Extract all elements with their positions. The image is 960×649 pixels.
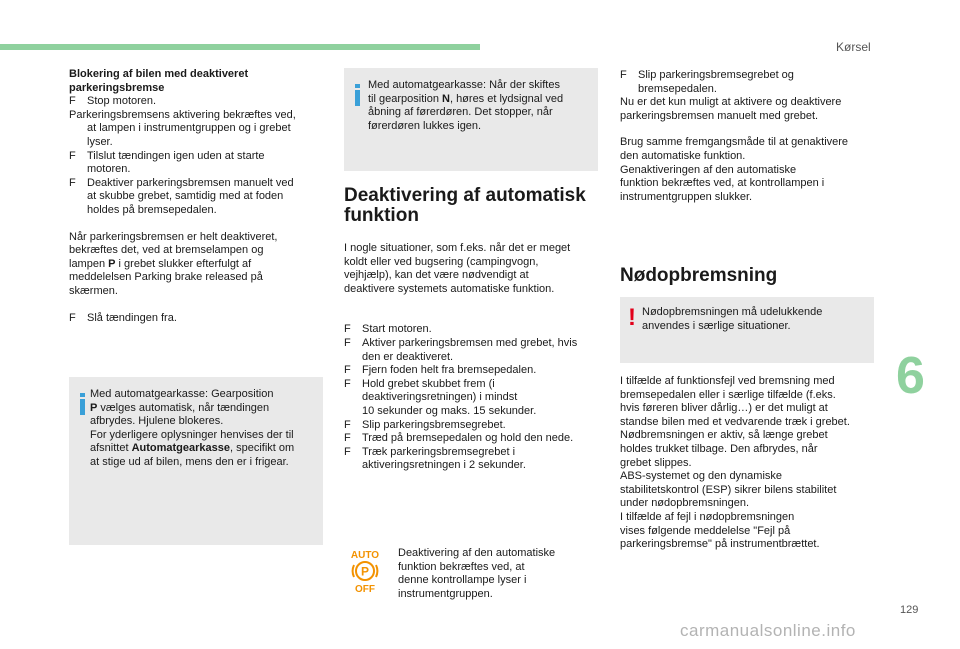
info-note: Med automatgearkasse: Gearposition P vælges automatisk, når tændingen afbrydes. Hjulene blokeres. For yderligere oplysninger henvises der til afsnittet Automatgearkasse, specifikt om at stige ud af bilen, mens den er i frigear. (69, 377, 323, 545)
column-3 (620, 69, 882, 204)
paragraph: I nogle situationer, som f.eks. når det er meget koldt eller ved bugsering (campingvogn, vejhjælp), kan det være nødvendigt at deaktivere systemets automatiske funktion. (344, 242, 571, 295)
step: F Slip parkeringsbremsegrebet. (344, 418, 506, 431)
heading: Blokering af bilen med deaktiveret parkeringsbremse (69, 68, 249, 94)
top-accent-bar (0, 44, 480, 50)
step: F Fjern foden helt fra bremsepedalen. (344, 364, 537, 377)
page-number: 129 (900, 604, 919, 616)
step: F Slip parkeringsbremsegrebet og bremsepedalen. (620, 69, 794, 95)
svg-text:AUTO: AUTO (350, 550, 380, 561)
svg-text:OFF: OFF (355, 584, 375, 594)
step: F Slå tændingen fra. (69, 311, 177, 324)
auto-p-off-lamp-icon (347, 548, 383, 594)
warning-icon: ! (628, 304, 636, 331)
step: F Tilslut tændingen igen uden at starte motoren. (69, 149, 265, 176)
step: F Træk parkeringsbremsegrebet i aktiveringsretningen i 2 sekunder. (344, 445, 526, 472)
section-label: Kørsel (836, 40, 871, 54)
paragraph: Når parkeringsbremsen er helt deaktiveret, bekræftes det, ved at bremselampen og lampen P i grebet slukker efterfulgt af meddelelsen Parking brake released på skærmen. (69, 230, 278, 297)
step: F Start motoren. (344, 323, 432, 336)
step: F Hold grebet skubbet frem (i deaktiveringsretningen) i mindst 10 sekunder og maks. 15 sekunder. (344, 377, 537, 417)
column-1: Blokering af bilen med deaktiveret parkeringsbremse F Stop motoren. Parkeringsbremsens aktivering bekræftes ved, at lampen i instrumentgruppen og i grebet lyser. F Tilslut tændingen igen uden at starte motoren. F Deaktiver parkeringsbremsen manuelt ved at skubbe grebet, samtidig med at foden holdes på bremsepedalen. Når parkeringsbremsen er helt deaktiveret, bekræftes det, ved at bremselampen og lampen P i grebet slukker efterfulgt af meddelelsen Parking brake released på skærmen. F Slå tændingen fra. (69, 68, 325, 325)
svg-text:P: P (360, 564, 370, 579)
section-title: Deaktivering af automatisk funktion (344, 185, 586, 226)
info-icon (355, 84, 360, 106)
paragraph: Nu er det kun muligt at aktivere og deaktivere parkeringsbremsen manuelt med grebet. (620, 96, 842, 122)
emergency-braking-text: I tilfælde af funktionsfejl ved bremsning med bremsepedalen eller i særlige tilfælde (f.eks. hvis føreren bliver dårlig…) er det muligt at standse bilen med et vedvarende træk i grebet. Nødbremsningen er aktiv, så længe grebet holdes trukket tilbage. Den afbrydes, når grebet slippes. ABS-systemet og den dynamiske stabilitetskontrol (ESP) sikrer bilens stabilitet under nødopbremsningen. I tilfælde af fejl i nødopbremsningen vises følgende meddelelse "Fejl på parkeringsbremse" på instrumentbrættet. (620, 375, 850, 551)
section-title: Nødopbremsning (620, 265, 778, 286)
paragraph: Brug samme fremgangsmåde til at genaktivere den automatiske funktion. Genaktiveringen af den automatiske funktion bekræftes ved, at kontrollampen i instrumentgruppen slukker. (620, 136, 849, 203)
paragraph: Parkeringsbremsens aktivering bekræftes ved, (69, 108, 296, 121)
step: F Stop motoren. (69, 95, 157, 108)
step: F Deaktiver parkeringsbremsen manuelt ved at skubbe grebet, samtidig med at foden holdes på bremsepedalen. (69, 176, 294, 216)
info-icon (80, 393, 85, 415)
step: F Træd på bremsepedalen og hold den nede. (344, 432, 574, 445)
watermark: carmanualsonline.info (680, 621, 856, 640)
column-2 (344, 242, 600, 473)
step: F Aktiver parkeringsbremsen med grebet, hvis den er deaktiveret. (344, 336, 578, 363)
info-note: Med automatgearkasse: Når der skiftes til gearposition N, høres et lydsignal ved åbning af førerdøren. Det stopper, når førerdøren lukkes igen. (344, 68, 598, 171)
chapter-number: 6 (896, 347, 925, 405)
lamp-description: Deaktivering af den automatiske funktion bekræftes ved, at denne kontrollampe lyser i instrumentgruppen. (398, 547, 556, 600)
warning-note: ! Nødopbremsningen må udelukkende anvendes i særlige situationer. (620, 297, 874, 363)
